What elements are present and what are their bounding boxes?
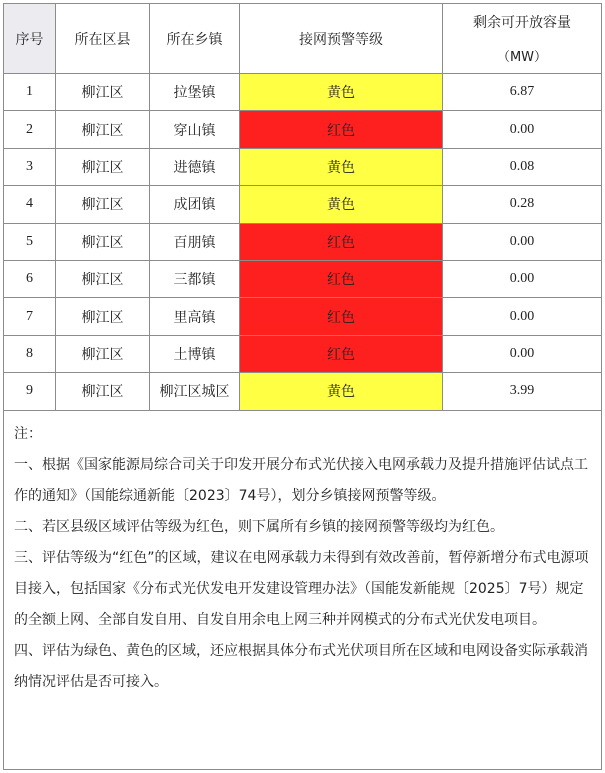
table-row (4, 74, 602, 111)
note-item-4: 四、评估为绿色、黄色的区域，还应根据具体分布式光伏项目所在区域和电网设备实际承载消纳情况评估是否可接入。 (14, 642, 588, 690)
cell-capacity: 0.00 (443, 335, 602, 372)
cell-no: 2 (4, 111, 56, 148)
cell-capacity: 3.99 (443, 373, 602, 410)
cell-town: 百朋镇 (150, 223, 240, 260)
cell-county: 柳江区 (56, 74, 150, 111)
cell-town: 柳江区城区 (150, 373, 240, 410)
table-row (4, 260, 602, 297)
cell-county: 柳江区 (56, 186, 150, 223)
cell-town: 拉堡镇 (150, 74, 240, 111)
note-item-2: 二、若区县级区域评估等级为红色，则下属所有乡镇的接网预警等级均为红色。 (14, 518, 504, 535)
cell-level: 红色 (240, 260, 443, 297)
header-capacity-unit: （MW） (496, 50, 548, 65)
cell-capacity: 0.00 (443, 298, 602, 335)
cell-level: 红色 (240, 111, 443, 148)
cell-town: 土博镇 (150, 335, 240, 372)
note-item-3: 三、评估等级为“红色”的区域，建议在电网承载力未得到有效改善前，暂停新增分布式电源项目接入，包括国家《分布式光伏发电开发建设管理办法》（国能发新能规〔2025〕7号）规定的全额上网、全部自发自用、自发自用余电上网三种并网模式的分布式光伏发电项目。 (14, 549, 589, 628)
cell-town: 三都镇 (150, 260, 240, 297)
header-capacity (443, 4, 602, 74)
table-row (4, 223, 602, 260)
cell-town: 成团镇 (150, 186, 240, 223)
header-town: 所在乡镇 (150, 4, 240, 74)
cell-no: 4 (4, 186, 56, 223)
notes-cell (4, 410, 602, 769)
cell-level: 黄色 (240, 148, 443, 185)
cell-no: 7 (4, 298, 56, 335)
cell-county: 柳江区 (56, 260, 150, 297)
cell-town: 进德镇 (150, 148, 240, 185)
table-row (4, 186, 602, 223)
cell-capacity: 0.00 (443, 223, 602, 260)
header-seq: 序号 (4, 4, 56, 74)
cell-no: 5 (4, 223, 56, 260)
table-row (4, 111, 602, 148)
cell-county: 柳江区 (56, 298, 150, 335)
table-row (4, 373, 602, 410)
cell-no: 6 (4, 260, 56, 297)
cell-county: 柳江区 (56, 373, 150, 410)
table-row (4, 298, 602, 335)
cell-town: 里高镇 (150, 298, 240, 335)
cell-no: 9 (4, 373, 56, 410)
header-capacity-label: 剩余可开放容量 (473, 15, 571, 31)
header-county: 所在区县 (56, 4, 150, 74)
cell-level: 红色 (240, 223, 443, 260)
notes-title: 注： (14, 425, 42, 442)
cell-level: 黄色 (240, 373, 443, 410)
cell-level: 红色 (240, 298, 443, 335)
grid-warning-table (3, 3, 602, 770)
cell-county: 柳江区 (56, 148, 150, 185)
table-row (4, 148, 602, 185)
cell-capacity: 0.00 (443, 260, 602, 297)
header-row (4, 4, 602, 74)
cell-no: 3 (4, 148, 56, 185)
cell-capacity: 0.28 (443, 186, 602, 223)
cell-capacity: 6.87 (443, 74, 602, 111)
cell-capacity: 0.08 (443, 148, 602, 185)
cell-no: 1 (4, 74, 56, 111)
notes-row (4, 410, 602, 769)
cell-level: 黄色 (240, 74, 443, 111)
cell-capacity: 0.00 (443, 111, 602, 148)
note-item-1: 一、根据《国家能源局综合司关于印发开展分布式光伏接入电网承载力及提升措施评估试点工作的通知》（国能综通新能〔2023〕74号），划分乡镇接网预警等级。 (14, 456, 588, 504)
cell-town: 穿山镇 (150, 111, 240, 148)
cell-level: 红色 (240, 335, 443, 372)
table-row (4, 335, 602, 372)
cell-county: 柳江区 (56, 223, 150, 260)
cell-level: 黄色 (240, 186, 443, 223)
header-level: 接网预警等级 (240, 4, 443, 74)
cell-county: 柳江区 (56, 111, 150, 148)
cell-no: 8 (4, 335, 56, 372)
cell-county: 柳江区 (56, 335, 150, 372)
